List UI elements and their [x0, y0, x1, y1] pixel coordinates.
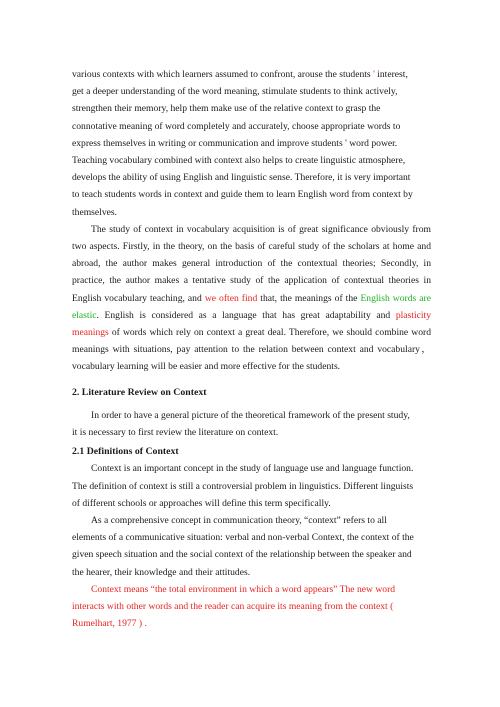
text-line: interacts with other words and the reader can acquire its meaning from the context (	[72, 601, 394, 613]
subsection-heading-definitions: 2.1 Definitions of Context	[72, 446, 179, 458]
highlighted-apostrophe: '	[373, 69, 375, 80]
text-line: connotative meaning of word completely and accurately, choose appropriate words to	[72, 120, 401, 132]
paragraph-context-definition-highlighted	[72, 581, 431, 633]
text-line: it is necessary to first review the literature on context.	[72, 427, 279, 439]
text-line: themselves.	[72, 206, 118, 218]
text-line: The definition of context is still a controversial problem in linguistics. Different linguists	[72, 480, 414, 492]
text-line: strengthen their memory, help them make use of the relative context to grasp the	[72, 103, 381, 115]
text-line: the hearer, their knowledge and their attitudes.	[72, 566, 251, 578]
text-line: Teaching vocabulary combined with context also helps to create linguistic atmosphere,	[72, 155, 406, 167]
section-heading-literature-review: 2. Literature Review on Context	[72, 386, 207, 398]
paragraph-literature-intro	[72, 407, 431, 441]
text-line: Rumelhart, 1977 ) .	[72, 618, 147, 630]
highlight-plasticity-meanings: plasticity meanings	[72, 309, 431, 339]
text-line: various contexts with which learners assumed to confront, arouse the students ' interest,	[72, 69, 408, 80]
text-line: develops the ability of using English and linguistic sense. Therefore, it is very important	[72, 172, 411, 184]
text-line: given speech situation and the social context of the relationship between the speaker and	[72, 549, 412, 561]
paragraph-study-significance: The study of context in vocabulary acquisition is of great significance obviously from two aspects. Firstly, in the theory, on the basis of careful study of the scholars at home and abroad, the author makes general introduction of the contextual theories; Secondly, in practice, the author makes a tentative study of the application of contextual theories in English vocabulary teaching, and we often find that, the meanings of the English words are elastic. English is considered as a language that has great adaptability and plasticity meanings of words which rely on context a great deal. Therefore, we should combine word meanings with situations, pay attention to the relation between context and vocabulary，vocabulary learning will be easier and more effective for the students.	[72, 223, 431, 373]
text-line: Context is an important concept in the study of language use and language function.	[91, 463, 414, 475]
highlight-we-often-find: we often find	[204, 292, 258, 304]
paragraph-context-concept	[72, 460, 431, 512]
text-line: get a deeper understanding of the word meaning, stimulate students to think actively,	[72, 86, 398, 98]
text-line: to teach students words in context and guide them to learn English word from context by	[72, 189, 413, 201]
text-line: express themselves in writing or communication and improve students ' word power.	[72, 137, 398, 149]
highlight-english-words-elastic: English words are elastic	[72, 292, 431, 321]
text-line: Context means “the total environment in which a word appears” The new word	[91, 583, 396, 595]
text-line: elements of a communicative situation: verbal and non-verbal Context, the context of the	[72, 532, 414, 544]
text-line: of different schools or approaches will define this term specifically.	[72, 497, 331, 509]
paragraph-communication-theory	[72, 512, 431, 581]
paragraph-intro-continued	[72, 66, 431, 221]
text-line: In order to have a general picture of the theoretical framework of the present study,	[91, 409, 410, 421]
text-line: As a comprehensive concept in communication theory, “context” refers to all	[91, 515, 387, 527]
